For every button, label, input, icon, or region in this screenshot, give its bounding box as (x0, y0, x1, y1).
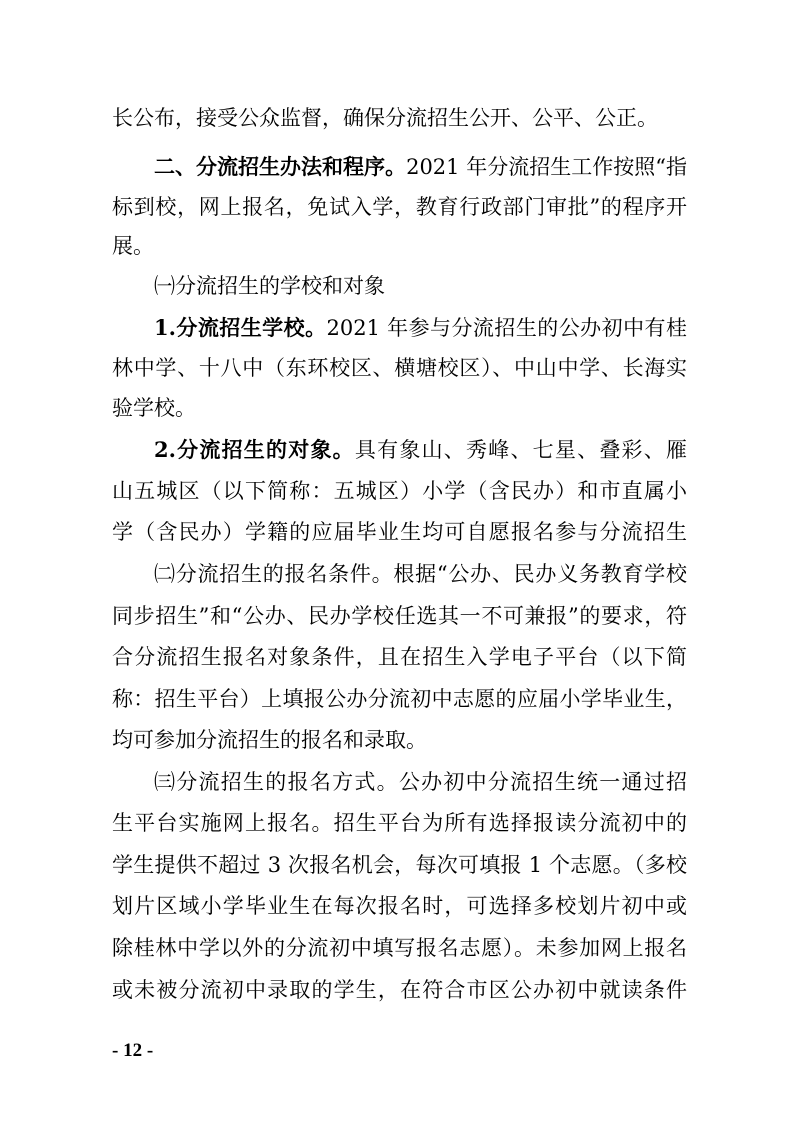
line-text: ㈠分流招生的学校和对象 (154, 274, 385, 298)
line-text: ㈢分流招生的报名方式。公办初中分流招生统一通过招 (154, 770, 687, 794)
line-text: 学生提供不超过 3 次报名机会，每次可填报 1 个志愿。（多校 (112, 853, 687, 877)
paragraph-line (112, 477, 687, 505)
paragraph-line (112, 809, 687, 837)
paragraph-line (112, 726, 687, 754)
line-text: 具有象山、秀峰、七星、叠彩、雁 (354, 438, 687, 462)
line-text: 山五城区（以下简称：五城区）小学（含民办）和市直属小 (112, 479, 687, 503)
line-text: 均可参加分流招生的报名和录取。 (112, 728, 427, 752)
line-text: 学（含民办）学籍的应届毕业生均可自愿报名参与分流招生 (112, 520, 687, 544)
line-text: 合分流招生报名对象条件，且在招生入学电子平台（以下简 (112, 645, 687, 669)
paragraph-line (112, 976, 687, 1004)
paragraph-line (112, 104, 687, 132)
item-heading-line (154, 436, 687, 464)
line-text: 展。 (112, 234, 154, 258)
page-number: - 12 - (112, 1040, 154, 1061)
paragraph-line (112, 934, 687, 962)
line-text: 或未被分流初中录取的学生，在符合市区公办初中就读条件 (112, 978, 687, 1002)
paragraph-line (112, 602, 687, 630)
subsection-heading-line (154, 768, 687, 796)
subsection-heading-line (154, 560, 687, 588)
line-text: 林中学、十八中（东环校区、横塘校区）、中山中学、长海实 (112, 356, 687, 380)
line-text: 生平台实施网上报名。招生平台为所有选择报读分流初中的 (112, 811, 687, 835)
line-text: 除桂林中学以外的分流初中填写报名志愿）。未参加网上报名 (112, 936, 687, 960)
subsection-heading (154, 272, 687, 300)
section-heading: 二、分流招生办法和程序。 (154, 154, 407, 179)
paragraph-line (112, 892, 687, 920)
paragraph-line (112, 232, 687, 260)
paragraph-line (112, 643, 687, 671)
item-heading: 2.分流招生的对象。 (154, 437, 355, 462)
item-heading: 1.分流招生学校。 (154, 315, 327, 340)
line-text: 长公布，接受公众监督，确保分流招生公开、公平、公正。 (112, 106, 658, 130)
section-heading-line (154, 153, 687, 181)
paragraph-line (112, 354, 687, 382)
paragraph-line (112, 394, 687, 422)
line-text: 同步招生”和“公办、民办学校任选其一不可兼报”的要求，符 (112, 604, 687, 628)
paragraph-line (112, 685, 687, 713)
line-text: ㈡分流招生的报名条件。根据“公办、民办义务教育学校 (154, 562, 687, 586)
line-text: 划片区域小学毕业生在每次报名时，可选择多校划片初中或 (112, 894, 687, 918)
line-text: 称：招生平台）上填报公办分流初中志愿的应届小学毕业生， (112, 687, 687, 711)
line-text: 2021 年分流招生工作按照“指 (406, 155, 687, 179)
line-text: 验学校。 (112, 396, 196, 420)
line-text: 2021 年参与分流招生的公办初中有桂 (326, 316, 687, 340)
paragraph-line (112, 518, 687, 546)
item-heading-line (154, 314, 687, 342)
line-text: 标到校，网上报名，免试入学，教育行政部门审批”的程序开 (112, 195, 687, 219)
paragraph-line (112, 193, 687, 221)
paragraph-line (112, 851, 687, 879)
